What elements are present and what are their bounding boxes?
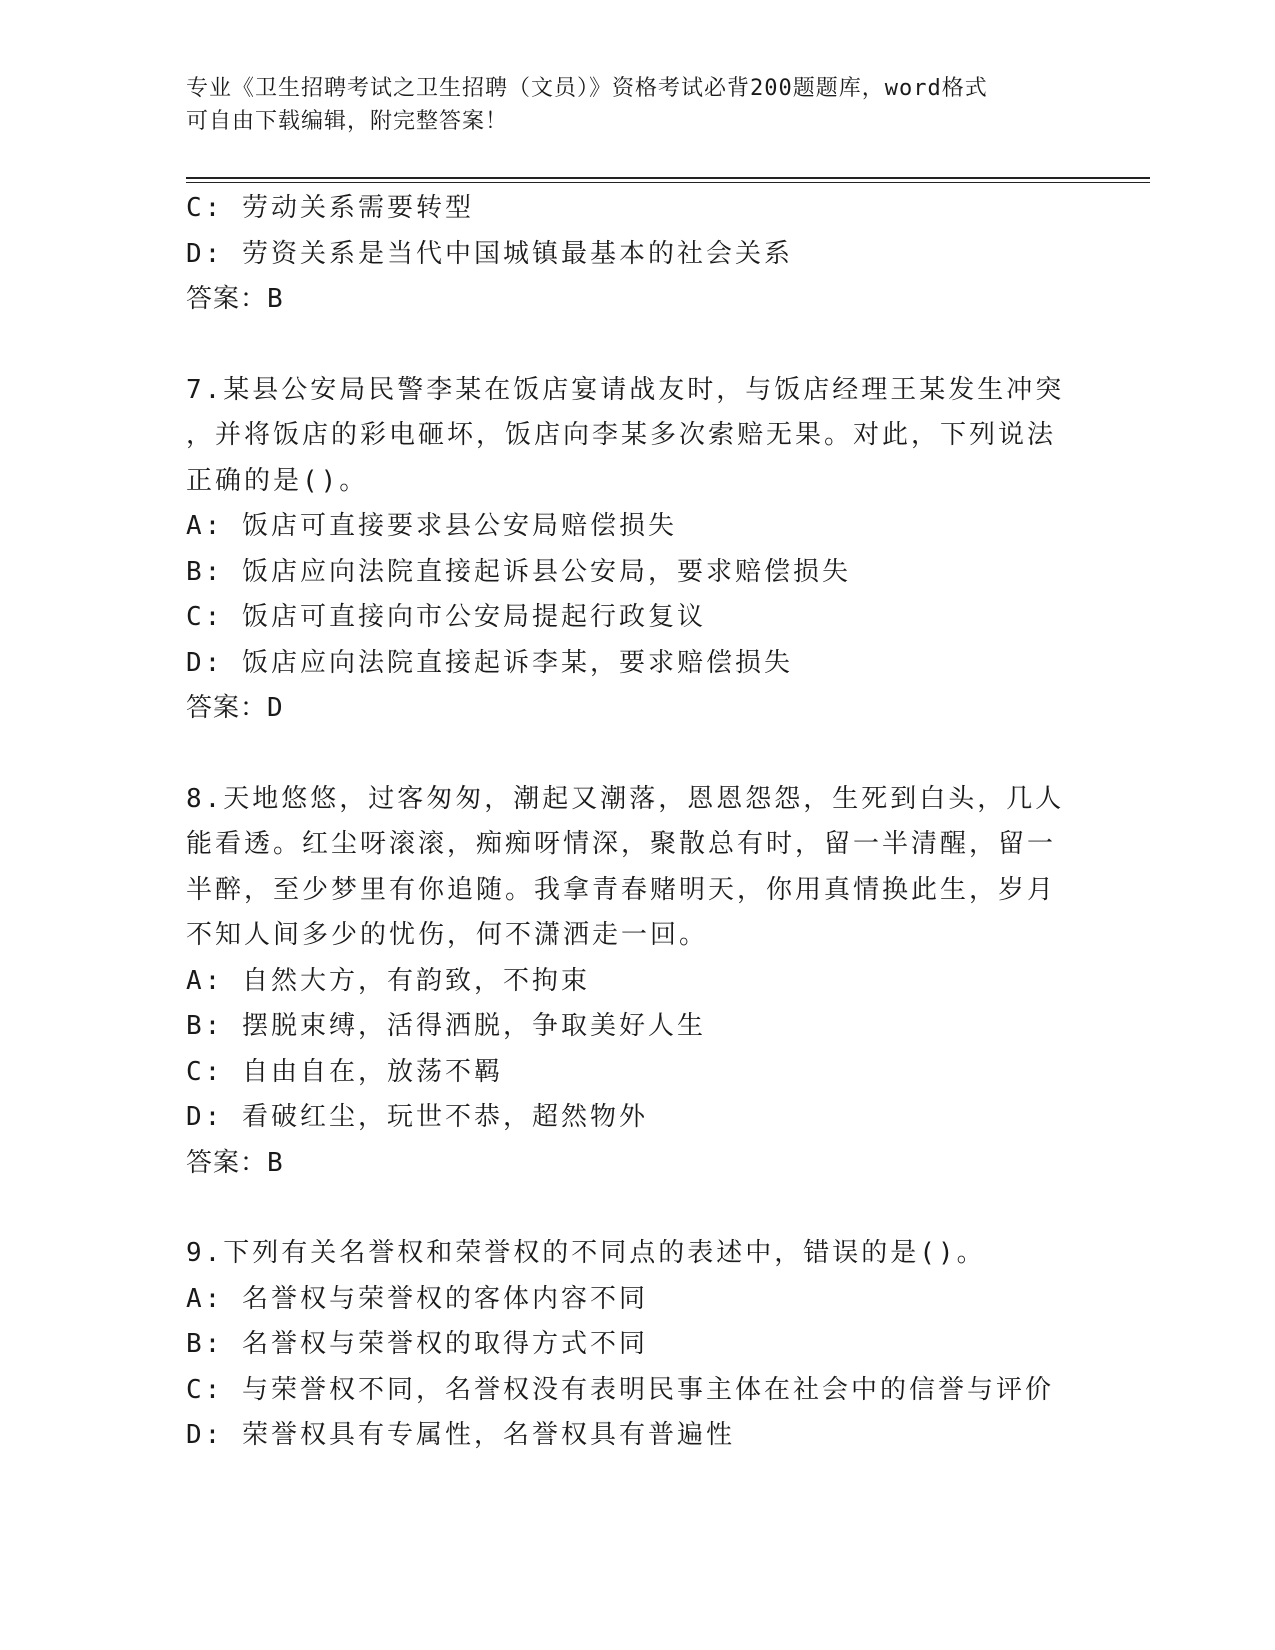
question-stem-line: 8.天地悠悠，过客匆匆，潮起又潮落，恩恩怨怨，生死到白头，几人	[186, 783, 1065, 814]
header-title-line-1: 专业《卫生招聘考试之卫生招聘（文员）》资格考试必背200题题库，word格式	[186, 76, 988, 101]
question-8	[186, 777, 1066, 1187]
option-d: D: 饭店应向法院直接起诉李某，要求赔偿损失	[186, 647, 793, 678]
question-stem-line: ，并将饭店的彩电砸坏，饭店向李某多次索赔无果。对此，下列说法	[186, 420, 1057, 450]
option-b: B: 名誉权与荣誉权的取得方式不同	[186, 1329, 648, 1359]
question-stem-line: 正确的是()。	[186, 465, 369, 496]
document-header	[186, 72, 1066, 138]
question-stem-line: 7.某县公安局民警李某在饭店宴请战友时，与饭店经理王某发生冲突	[186, 374, 1065, 405]
question-stem-line: 不知人间多少的忧伤，何不潇洒走一回。	[186, 920, 709, 950]
option-b: B: 摆脱束缚，活得洒脱，争取美好人生	[186, 1011, 706, 1041]
question-spacer	[186, 323, 1066, 368]
question-spacer	[186, 1186, 1066, 1231]
question-spacer	[186, 732, 1066, 777]
question-7	[186, 368, 1066, 732]
prev-question	[186, 186, 1066, 323]
option-d: D: 看破红尘，玩世不恭，超然物外	[186, 1102, 648, 1132]
option-a: A: 饭店可直接要求县公安局赔偿损失	[186, 511, 677, 541]
question-stem-line: 9.下列有关名誉权和荣誉权的不同点的表述中，错误的是()。	[186, 1238, 986, 1268]
option-c: C: 与荣誉权不同，名誉权没有表明民事主体在社会中的信誉与评价	[186, 1374, 1054, 1405]
option-b: B: 饭店应向法院直接起诉县公安局，要求赔偿损失	[186, 556, 851, 587]
option-d: D: 劳资关系是当代中国城镇最基本的社会关系	[186, 238, 793, 269]
option-c: C: 劳动关系需要转型	[186, 193, 474, 223]
question-stem-line: 能看透。红尘呀滚滚，痴痴呀情深，聚散总有时，留一半清醒，留一	[186, 829, 1057, 859]
answer-line: 答案：B	[186, 1147, 284, 1178]
question-content	[186, 186, 1066, 1459]
option-d: D: 荣誉权具有专属性，名誉权具有普遍性	[186, 1420, 735, 1450]
answer-line: 答案：D	[186, 693, 284, 723]
header-divider-thin	[186, 182, 1150, 183]
header-divider-thick	[186, 177, 1150, 179]
option-a: A: 名誉权与荣誉权的客体内容不同	[186, 1283, 648, 1314]
question-9	[186, 1231, 1066, 1459]
option-c: C: 自由自在，放荡不羁	[186, 1056, 503, 1087]
question-stem-line: 半醉，至少梦里有你追随。我拿青春赌明天，你用真情换此生，岁月	[186, 874, 1057, 905]
option-c: C: 饭店可直接向市公安局提起行政复议	[186, 602, 706, 632]
option-a: A: 自然大方，有韵致，不拘束	[186, 965, 590, 996]
answer-line: 答案：B	[186, 284, 284, 314]
header-title-line-2: 可自由下载编辑，附完整答案！	[186, 109, 509, 134]
